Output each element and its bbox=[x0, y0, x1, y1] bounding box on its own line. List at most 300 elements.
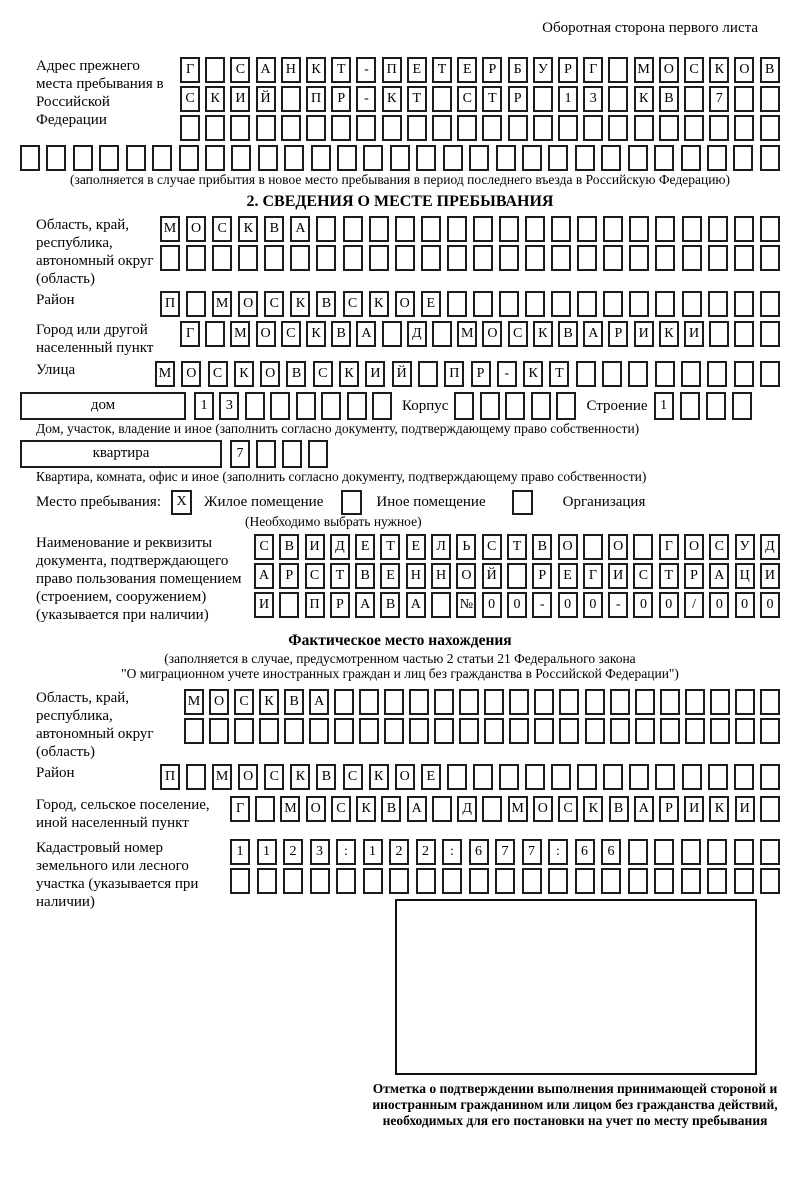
char-cell: А bbox=[254, 563, 274, 589]
char-cell bbox=[577, 216, 597, 242]
char-cell: О bbox=[238, 291, 258, 317]
char-cell bbox=[525, 764, 545, 790]
char-cell: О bbox=[395, 764, 415, 790]
char-cell: М bbox=[634, 57, 654, 83]
char-cell: С bbox=[343, 291, 363, 317]
confirmation-stamp-box bbox=[395, 899, 757, 1075]
char-cell bbox=[447, 216, 467, 242]
char-cell bbox=[634, 115, 654, 141]
char-cell: Р bbox=[608, 321, 628, 347]
char-cell: 0 bbox=[760, 592, 780, 618]
char-cell: Г bbox=[659, 534, 679, 560]
char-cell: М bbox=[230, 321, 250, 347]
char-cell: О bbox=[456, 563, 476, 589]
stay-type-option-organization-label: Организация bbox=[562, 493, 646, 510]
page-side-note: Оборотная сторона первого листа bbox=[542, 20, 758, 36]
char-cell bbox=[576, 361, 596, 387]
char-cell: С bbox=[264, 291, 284, 317]
region-label: Область, край, республика, автономный округ (область) bbox=[36, 216, 154, 287]
char-cell: Р bbox=[508, 86, 528, 112]
char-cell: Е bbox=[457, 57, 477, 83]
char-cell: К bbox=[234, 361, 254, 387]
char-cell: И bbox=[305, 534, 325, 560]
char-cell bbox=[432, 86, 452, 112]
char-cell bbox=[707, 868, 727, 894]
prev-address-label: Адрес прежнего места пребывания в Российской Федерации bbox=[36, 58, 164, 128]
char-cell bbox=[509, 718, 529, 744]
char-cell: Г bbox=[180, 321, 200, 347]
char-cell: В bbox=[760, 57, 780, 83]
char-cell: А bbox=[709, 563, 729, 589]
char-cell bbox=[577, 291, 597, 317]
char-cell bbox=[628, 361, 648, 387]
cadastral-block bbox=[20, 839, 780, 911]
char-cell: П bbox=[382, 57, 402, 83]
korpus-label: Корпус bbox=[402, 397, 449, 414]
char-cell: В bbox=[331, 321, 351, 347]
char-cell bbox=[760, 689, 780, 715]
char-cell bbox=[416, 145, 436, 171]
char-cell bbox=[459, 689, 479, 715]
char-cell: 0 bbox=[583, 592, 603, 618]
char-cell bbox=[284, 718, 304, 744]
char-cell: В bbox=[558, 321, 578, 347]
char-cell bbox=[681, 839, 701, 865]
char-cell: Д bbox=[457, 796, 477, 822]
char-cell: С bbox=[234, 689, 254, 715]
street-block bbox=[20, 361, 780, 387]
char-cell bbox=[760, 321, 780, 347]
char-cell bbox=[321, 392, 341, 420]
char-cell bbox=[186, 291, 206, 317]
char-cell bbox=[760, 145, 780, 171]
prev-address-row-3 bbox=[180, 115, 780, 141]
char-cell: 7 bbox=[495, 839, 515, 865]
char-cell bbox=[73, 145, 93, 171]
char-cell: 0 bbox=[482, 592, 502, 618]
char-cell bbox=[633, 534, 653, 560]
char-cell bbox=[602, 361, 622, 387]
char-cell: О bbox=[659, 57, 679, 83]
char-cell: К bbox=[356, 796, 376, 822]
street-row bbox=[155, 361, 780, 387]
char-cell bbox=[432, 321, 452, 347]
char-cell bbox=[551, 245, 571, 271]
char-cell bbox=[443, 145, 463, 171]
char-cell: М bbox=[184, 689, 204, 715]
char-cell bbox=[654, 868, 674, 894]
char-cell: К bbox=[205, 86, 225, 112]
char-cell bbox=[369, 216, 389, 242]
char-cell bbox=[734, 86, 754, 112]
char-cell: И bbox=[634, 321, 654, 347]
actual-location-caption-1: (заполняется в случае, предусмотренном частью 2 статьи 21 Федерального закона bbox=[164, 651, 636, 667]
char-cell bbox=[356, 115, 376, 141]
stroenie-label: Строение bbox=[586, 397, 648, 414]
char-cell: Г bbox=[583, 563, 603, 589]
char-cell bbox=[290, 245, 310, 271]
char-cell: Е bbox=[355, 534, 375, 560]
char-cell bbox=[760, 868, 780, 894]
char-cell: 0 bbox=[558, 592, 578, 618]
char-cell bbox=[708, 245, 728, 271]
char-cell bbox=[760, 86, 780, 112]
district-block bbox=[20, 291, 780, 317]
actual-region-row-2 bbox=[184, 718, 780, 744]
char-cell: 2 bbox=[389, 839, 409, 865]
char-cell bbox=[447, 245, 467, 271]
char-cell: 3 bbox=[219, 392, 239, 420]
char-cell bbox=[389, 868, 409, 894]
char-cell bbox=[684, 86, 704, 112]
char-cell: 1 bbox=[654, 392, 674, 420]
char-cell bbox=[707, 145, 727, 171]
char-cell bbox=[264, 245, 284, 271]
char-cell bbox=[734, 291, 754, 317]
char-cell: О bbox=[186, 216, 206, 242]
char-cell: 2 bbox=[416, 839, 436, 865]
actual-district-row bbox=[160, 764, 780, 790]
char-cell bbox=[496, 145, 516, 171]
district-row bbox=[160, 291, 780, 317]
actual-city-label: Город, сельское поселение, иной населенный пункт bbox=[36, 797, 210, 832]
char-cell bbox=[205, 145, 225, 171]
char-cell bbox=[583, 534, 603, 560]
char-cell bbox=[654, 145, 674, 171]
char-cell bbox=[259, 718, 279, 744]
char-cell: 1 bbox=[194, 392, 214, 420]
char-cell bbox=[310, 868, 330, 894]
apartment-field-label: квартира bbox=[20, 440, 222, 468]
char-cell bbox=[484, 718, 504, 744]
char-cell bbox=[454, 392, 474, 420]
char-cell bbox=[395, 245, 415, 271]
char-cell bbox=[709, 321, 729, 347]
char-cell bbox=[434, 689, 454, 715]
char-cell: Т bbox=[330, 563, 350, 589]
char-cell bbox=[281, 115, 301, 141]
char-cell: О bbox=[260, 361, 280, 387]
char-cell bbox=[495, 868, 515, 894]
char-cell: С bbox=[212, 216, 232, 242]
char-cell: К bbox=[259, 689, 279, 715]
char-cell: Г bbox=[230, 796, 250, 822]
char-cell bbox=[685, 718, 705, 744]
char-cell bbox=[655, 361, 675, 387]
char-cell: К bbox=[290, 764, 310, 790]
cadastral-label: Кадастровый номер земельного или лесного участка (указывается при наличии) bbox=[36, 840, 199, 911]
char-cell bbox=[384, 718, 404, 744]
char-cell bbox=[525, 291, 545, 317]
char-cell: К bbox=[709, 57, 729, 83]
char-cell bbox=[184, 718, 204, 744]
char-cell: Е bbox=[421, 764, 441, 790]
char-cell bbox=[306, 115, 326, 141]
char-cell: С bbox=[343, 764, 363, 790]
prev-address-row-4 bbox=[20, 145, 780, 171]
city-row bbox=[180, 321, 780, 347]
char-cell bbox=[482, 796, 502, 822]
char-cell bbox=[390, 145, 410, 171]
char-cell bbox=[684, 115, 704, 141]
char-cell bbox=[279, 592, 299, 618]
char-cell: И bbox=[608, 563, 628, 589]
char-cell: И bbox=[684, 321, 704, 347]
char-cell bbox=[707, 839, 727, 865]
char-cell bbox=[681, 868, 701, 894]
char-cell bbox=[432, 115, 452, 141]
char-cell bbox=[559, 689, 579, 715]
char-cell: Р bbox=[684, 563, 704, 589]
char-cell: Е bbox=[421, 291, 441, 317]
char-cell bbox=[296, 392, 316, 420]
char-cell: И bbox=[230, 86, 250, 112]
char-cell: А bbox=[583, 321, 603, 347]
char-cell bbox=[734, 245, 754, 271]
char-cell: Р bbox=[558, 57, 578, 83]
char-cell: Т bbox=[482, 86, 502, 112]
char-cell bbox=[499, 216, 519, 242]
char-cell: А bbox=[309, 689, 329, 715]
char-cell bbox=[473, 764, 493, 790]
char-cell bbox=[733, 145, 753, 171]
char-cell: : bbox=[442, 839, 462, 865]
char-cell bbox=[548, 868, 568, 894]
char-cell bbox=[760, 115, 780, 141]
char-cell bbox=[421, 245, 441, 271]
char-cell bbox=[610, 689, 630, 715]
char-cell bbox=[533, 86, 553, 112]
char-cell bbox=[760, 291, 780, 317]
char-cell: А bbox=[634, 796, 654, 822]
char-cell: О bbox=[306, 796, 326, 822]
char-cell bbox=[231, 145, 251, 171]
char-cell: С bbox=[633, 563, 653, 589]
char-cell bbox=[234, 718, 254, 744]
char-cell: Р bbox=[331, 86, 351, 112]
char-cell: К bbox=[382, 86, 402, 112]
char-cell bbox=[284, 145, 304, 171]
char-cell bbox=[507, 563, 527, 589]
char-cell bbox=[152, 145, 172, 171]
char-cell bbox=[556, 392, 576, 420]
char-cell bbox=[608, 115, 628, 141]
char-cell: Т bbox=[380, 534, 400, 560]
char-cell bbox=[655, 291, 675, 317]
char-cell bbox=[363, 145, 383, 171]
char-cell: 1 bbox=[257, 839, 277, 865]
char-cell: Ь bbox=[456, 534, 476, 560]
char-cell: С bbox=[482, 534, 502, 560]
char-cell: У bbox=[735, 534, 755, 560]
char-cell bbox=[682, 291, 702, 317]
char-cell bbox=[343, 245, 363, 271]
char-cell: М bbox=[280, 796, 300, 822]
char-cell: О bbox=[209, 689, 229, 715]
char-cell bbox=[447, 764, 467, 790]
char-cell bbox=[238, 245, 258, 271]
char-cell: : bbox=[336, 839, 356, 865]
char-cell: С bbox=[281, 321, 301, 347]
char-cell bbox=[601, 145, 621, 171]
char-cell: 0 bbox=[633, 592, 653, 618]
char-cell bbox=[732, 392, 752, 420]
char-cell: Р bbox=[659, 796, 679, 822]
char-cell: 0 bbox=[507, 592, 527, 618]
actual-region-block bbox=[20, 689, 780, 761]
char-cell: В bbox=[316, 764, 336, 790]
char-cell bbox=[418, 361, 438, 387]
char-cell bbox=[735, 718, 755, 744]
char-cell bbox=[499, 245, 519, 271]
char-cell bbox=[212, 245, 232, 271]
char-cell: Р bbox=[532, 563, 552, 589]
char-cell: К bbox=[634, 86, 654, 112]
char-cell: С bbox=[508, 321, 528, 347]
char-cell: Т bbox=[432, 57, 452, 83]
document-row-2 bbox=[254, 563, 780, 589]
char-cell bbox=[682, 764, 702, 790]
char-cell bbox=[343, 216, 363, 242]
document-label: Наименование и реквизиты документа, подтверждающего право пользования помещением (строением, сооружением) (указывается при наличии) bbox=[36, 535, 242, 624]
char-cell: Т bbox=[659, 563, 679, 589]
char-cell: В bbox=[316, 291, 336, 317]
char-cell bbox=[205, 115, 225, 141]
prev-address-caption: (заполняется в случае прибытия в новое место пребывания в период последнего въезда в Российскую Федерацию) bbox=[69, 172, 731, 187]
char-cell bbox=[533, 115, 553, 141]
char-cell: У bbox=[533, 57, 553, 83]
char-cell: Е bbox=[558, 563, 578, 589]
char-cell: К bbox=[369, 764, 389, 790]
char-cell: К bbox=[369, 291, 389, 317]
char-cell bbox=[629, 291, 649, 317]
char-cell bbox=[577, 764, 597, 790]
char-cell: О bbox=[256, 321, 276, 347]
char-cell: Е bbox=[406, 534, 426, 560]
char-cell: О bbox=[181, 361, 201, 387]
actual-region-label: Область, край, республика, автономный округ (область) bbox=[36, 690, 154, 761]
char-cell bbox=[734, 839, 754, 865]
char-cell bbox=[20, 145, 40, 171]
char-cell: С bbox=[254, 534, 274, 560]
char-cell bbox=[682, 216, 702, 242]
char-cell bbox=[473, 245, 493, 271]
char-cell bbox=[459, 718, 479, 744]
char-cell: 6 bbox=[601, 839, 621, 865]
char-cell bbox=[585, 718, 605, 744]
region-row-1 bbox=[160, 216, 780, 242]
char-cell bbox=[186, 764, 206, 790]
actual-district-label: Район bbox=[36, 765, 75, 782]
char-cell bbox=[160, 245, 180, 271]
house-caption: Дом, участок, владение и иное (заполнить согласно документу, подтверждающему право собственности) bbox=[36, 420, 640, 436]
char-cell: С bbox=[180, 86, 200, 112]
char-cell bbox=[416, 868, 436, 894]
char-cell: С bbox=[313, 361, 333, 387]
char-cell bbox=[334, 718, 354, 744]
char-cell bbox=[282, 440, 302, 468]
char-cell: Т bbox=[507, 534, 527, 560]
char-cell bbox=[708, 216, 728, 242]
char-cell bbox=[628, 145, 648, 171]
char-cell bbox=[407, 115, 427, 141]
char-cell bbox=[654, 839, 674, 865]
char-cell bbox=[46, 145, 66, 171]
char-cell bbox=[635, 689, 655, 715]
char-cell bbox=[334, 689, 354, 715]
char-cell bbox=[230, 868, 250, 894]
char-cell: Й bbox=[256, 86, 276, 112]
char-cell bbox=[760, 245, 780, 271]
char-cell bbox=[608, 57, 628, 83]
char-cell: А bbox=[406, 592, 426, 618]
char-cell: В bbox=[279, 534, 299, 560]
char-cell: О bbox=[558, 534, 578, 560]
char-cell bbox=[256, 440, 276, 468]
char-cell bbox=[708, 291, 728, 317]
char-cell: О bbox=[395, 291, 415, 317]
char-cell: И bbox=[254, 592, 274, 618]
char-cell bbox=[655, 764, 675, 790]
char-cell: - bbox=[356, 57, 376, 83]
street-label: Улица bbox=[36, 361, 76, 378]
city-label: Город или другой населенный пункт bbox=[36, 321, 154, 356]
char-cell bbox=[534, 718, 554, 744]
char-cell: 0 bbox=[735, 592, 755, 618]
char-cell: О bbox=[238, 764, 258, 790]
char-cell bbox=[230, 115, 250, 141]
char-cell bbox=[431, 592, 451, 618]
char-cell: Й bbox=[482, 563, 502, 589]
char-cell bbox=[577, 245, 597, 271]
char-cell bbox=[522, 145, 542, 171]
char-cell: М bbox=[212, 764, 232, 790]
section2-title: 2. СВЕДЕНИЯ О МЕСТЕ ПРЕБЫВАНИЯ bbox=[246, 192, 554, 210]
char-cell: К bbox=[306, 321, 326, 347]
char-cell bbox=[660, 718, 680, 744]
stay-type-option-other-label: Иное помещение bbox=[376, 493, 486, 510]
char-cell bbox=[548, 145, 568, 171]
char-cell bbox=[551, 764, 571, 790]
prev-address-row-2 bbox=[180, 86, 780, 112]
char-cell bbox=[603, 764, 623, 790]
char-cell: Д bbox=[760, 534, 780, 560]
char-cell bbox=[629, 764, 649, 790]
char-cell bbox=[525, 216, 545, 242]
char-cell bbox=[575, 868, 595, 894]
char-cell: 3 bbox=[310, 839, 330, 865]
char-cell: Е bbox=[407, 57, 427, 83]
char-cell: В bbox=[609, 796, 629, 822]
char-cell: / bbox=[684, 592, 704, 618]
city-block bbox=[20, 321, 780, 357]
char-cell bbox=[308, 440, 328, 468]
char-cell: И bbox=[760, 563, 780, 589]
char-cell bbox=[522, 868, 542, 894]
char-cell: В bbox=[380, 592, 400, 618]
house-field-label: дом bbox=[20, 392, 186, 420]
char-cell: 1 bbox=[558, 86, 578, 112]
char-cell bbox=[603, 216, 623, 242]
char-cell bbox=[432, 796, 452, 822]
char-cell bbox=[734, 216, 754, 242]
char-cell bbox=[660, 689, 680, 715]
char-cell: Б bbox=[508, 57, 528, 83]
char-cell: 7 bbox=[709, 86, 729, 112]
char-cell bbox=[681, 145, 701, 171]
char-cell bbox=[473, 291, 493, 317]
char-cell: П bbox=[444, 361, 464, 387]
